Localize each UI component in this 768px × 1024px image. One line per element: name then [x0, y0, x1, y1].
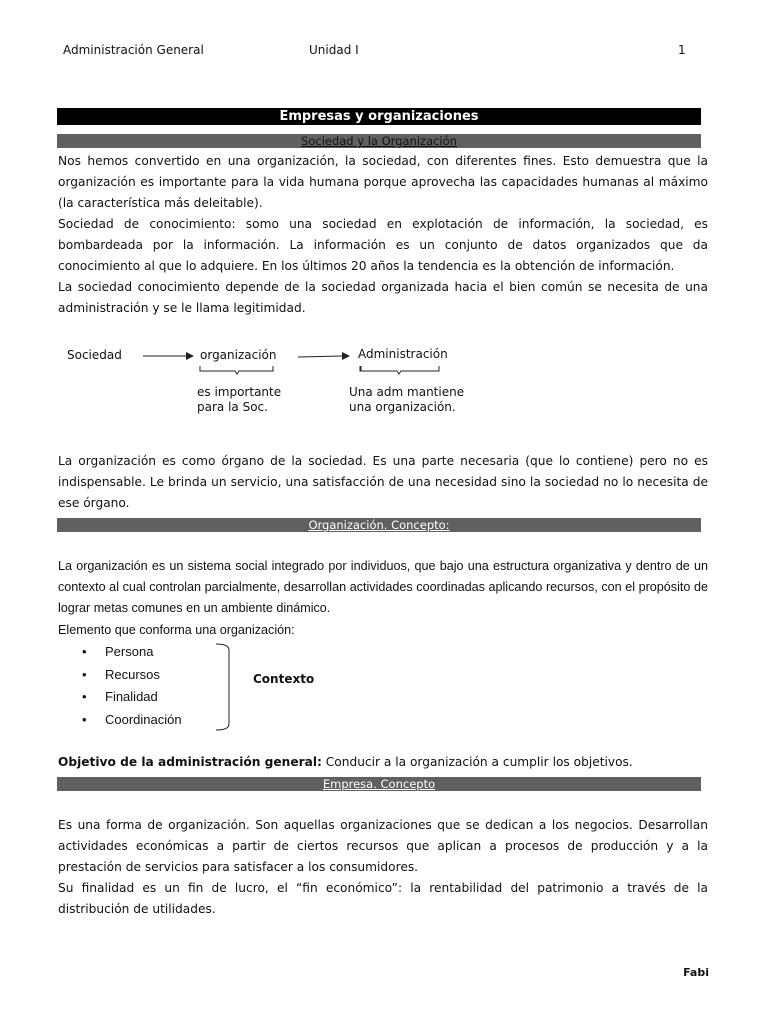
- paragraph: Nos hemos convertido en una organización, la sociedad, con diferentes fines. Esto demuestra que la organización es importante para la vida humana porque aprovecha las capacidades humanas al máximo (la característica más deleitable).: [58, 154, 708, 210]
- note-line: es importante: [197, 385, 282, 399]
- diagram-note-2: [349, 385, 464, 415]
- list-item: Finalidad: [105, 689, 158, 704]
- bullet-icon: •: [82, 644, 87, 659]
- header-center: Unidad I: [309, 43, 359, 57]
- diagram-node-sociedad: Sociedad: [67, 348, 122, 362]
- right-bracket: [214, 642, 234, 732]
- bracket-label: Contexto: [253, 672, 315, 686]
- paragraph: Sociedad de conocimiento: somo una sociedad en explotación de información, la sociedad, es bombardeada por la información. La información es un conjunto de datos organizados que da conocimiento al que lo adquiere. En los últimos 20 años la tendencia es la obtención de información.: [58, 217, 708, 273]
- diagram-connectors: [140, 350, 370, 380]
- paragraph: La organización es un sistema social integrado por individuos, que bajo una estructura organizativa y dentro de un contexto al cual controlan parcialmente, desarrollan actividades coordinadas aplicando recursos, con el propósito de lograr metas comunes en un ambiente dinámico.: [58, 559, 708, 615]
- paragraph: Su finalidad es un fin de lucro, el “fin económico”: la rentabilidad del patrimonio a través de la distribución de utilidades.: [58, 881, 708, 916]
- brace: [200, 366, 273, 374]
- bullet-icon: •: [82, 689, 87, 704]
- arrow-line: [298, 356, 342, 357]
- diagram-node-administracion: Administración: [358, 347, 448, 361]
- arrow-head: [186, 352, 194, 360]
- section-heading-organizacion: Organización. Concepto:: [57, 518, 701, 532]
- arrow-head: [342, 352, 350, 360]
- list-intro: Elemento que conforma una organización:: [58, 623, 295, 637]
- paragraph: La organización es como órgano de la sociedad. Es una parte necesaria (que lo contiene) pero no es indispensable. Le brinda un servicio, una satisfacción de una necesidad sino la sociedad no lo necesita de ese órgano.: [58, 454, 708, 510]
- paragraph: Es una forma de organización. Son aquellas organizaciones que se dedican a los negocios. Desarrollan actividades económicas a partir de ciertos recursos que aplican a procesos de producción y a la prestación de servicios para satisfacer a los consumidores.: [58, 818, 708, 874]
- objective-text: Conducir a la organización a cumplir los objetivos.: [321, 755, 633, 769]
- note-line: Una adm mantiene: [349, 385, 465, 399]
- objective-line: [58, 752, 708, 773]
- document-title: Empresas y organizaciones: [57, 108, 701, 125]
- section-heading-sociedad: Sociedad y la Organización: [57, 134, 701, 148]
- objective-label: Objetivo de la administración general:: [58, 755, 322, 769]
- header-left: Administración General: [63, 43, 204, 57]
- bullet-icon: •: [82, 712, 87, 727]
- footer-author: Fabi: [683, 966, 709, 979]
- note-line: para la Soc.: [197, 400, 268, 414]
- diagram-brace-admin: [357, 364, 447, 378]
- diagram-node-organizacion: organización: [200, 348, 277, 362]
- list-item: Persona: [105, 644, 154, 659]
- list-item: Coordinación: [105, 712, 182, 727]
- brace: [360, 366, 439, 374]
- note-line: una organización.: [349, 400, 456, 414]
- list-item: Recursos: [105, 667, 160, 682]
- page-number: 1: [678, 43, 686, 57]
- section-heading-empresa: Empresa. Concepto: [57, 777, 701, 791]
- bullet-icon: •: [82, 667, 87, 682]
- paragraph: La sociedad conocimiento depende de la sociedad organizada hacia el bien común se necesita de una administración y se le llama legitimidad.: [58, 280, 708, 315]
- diagram-note-1: [197, 385, 281, 415]
